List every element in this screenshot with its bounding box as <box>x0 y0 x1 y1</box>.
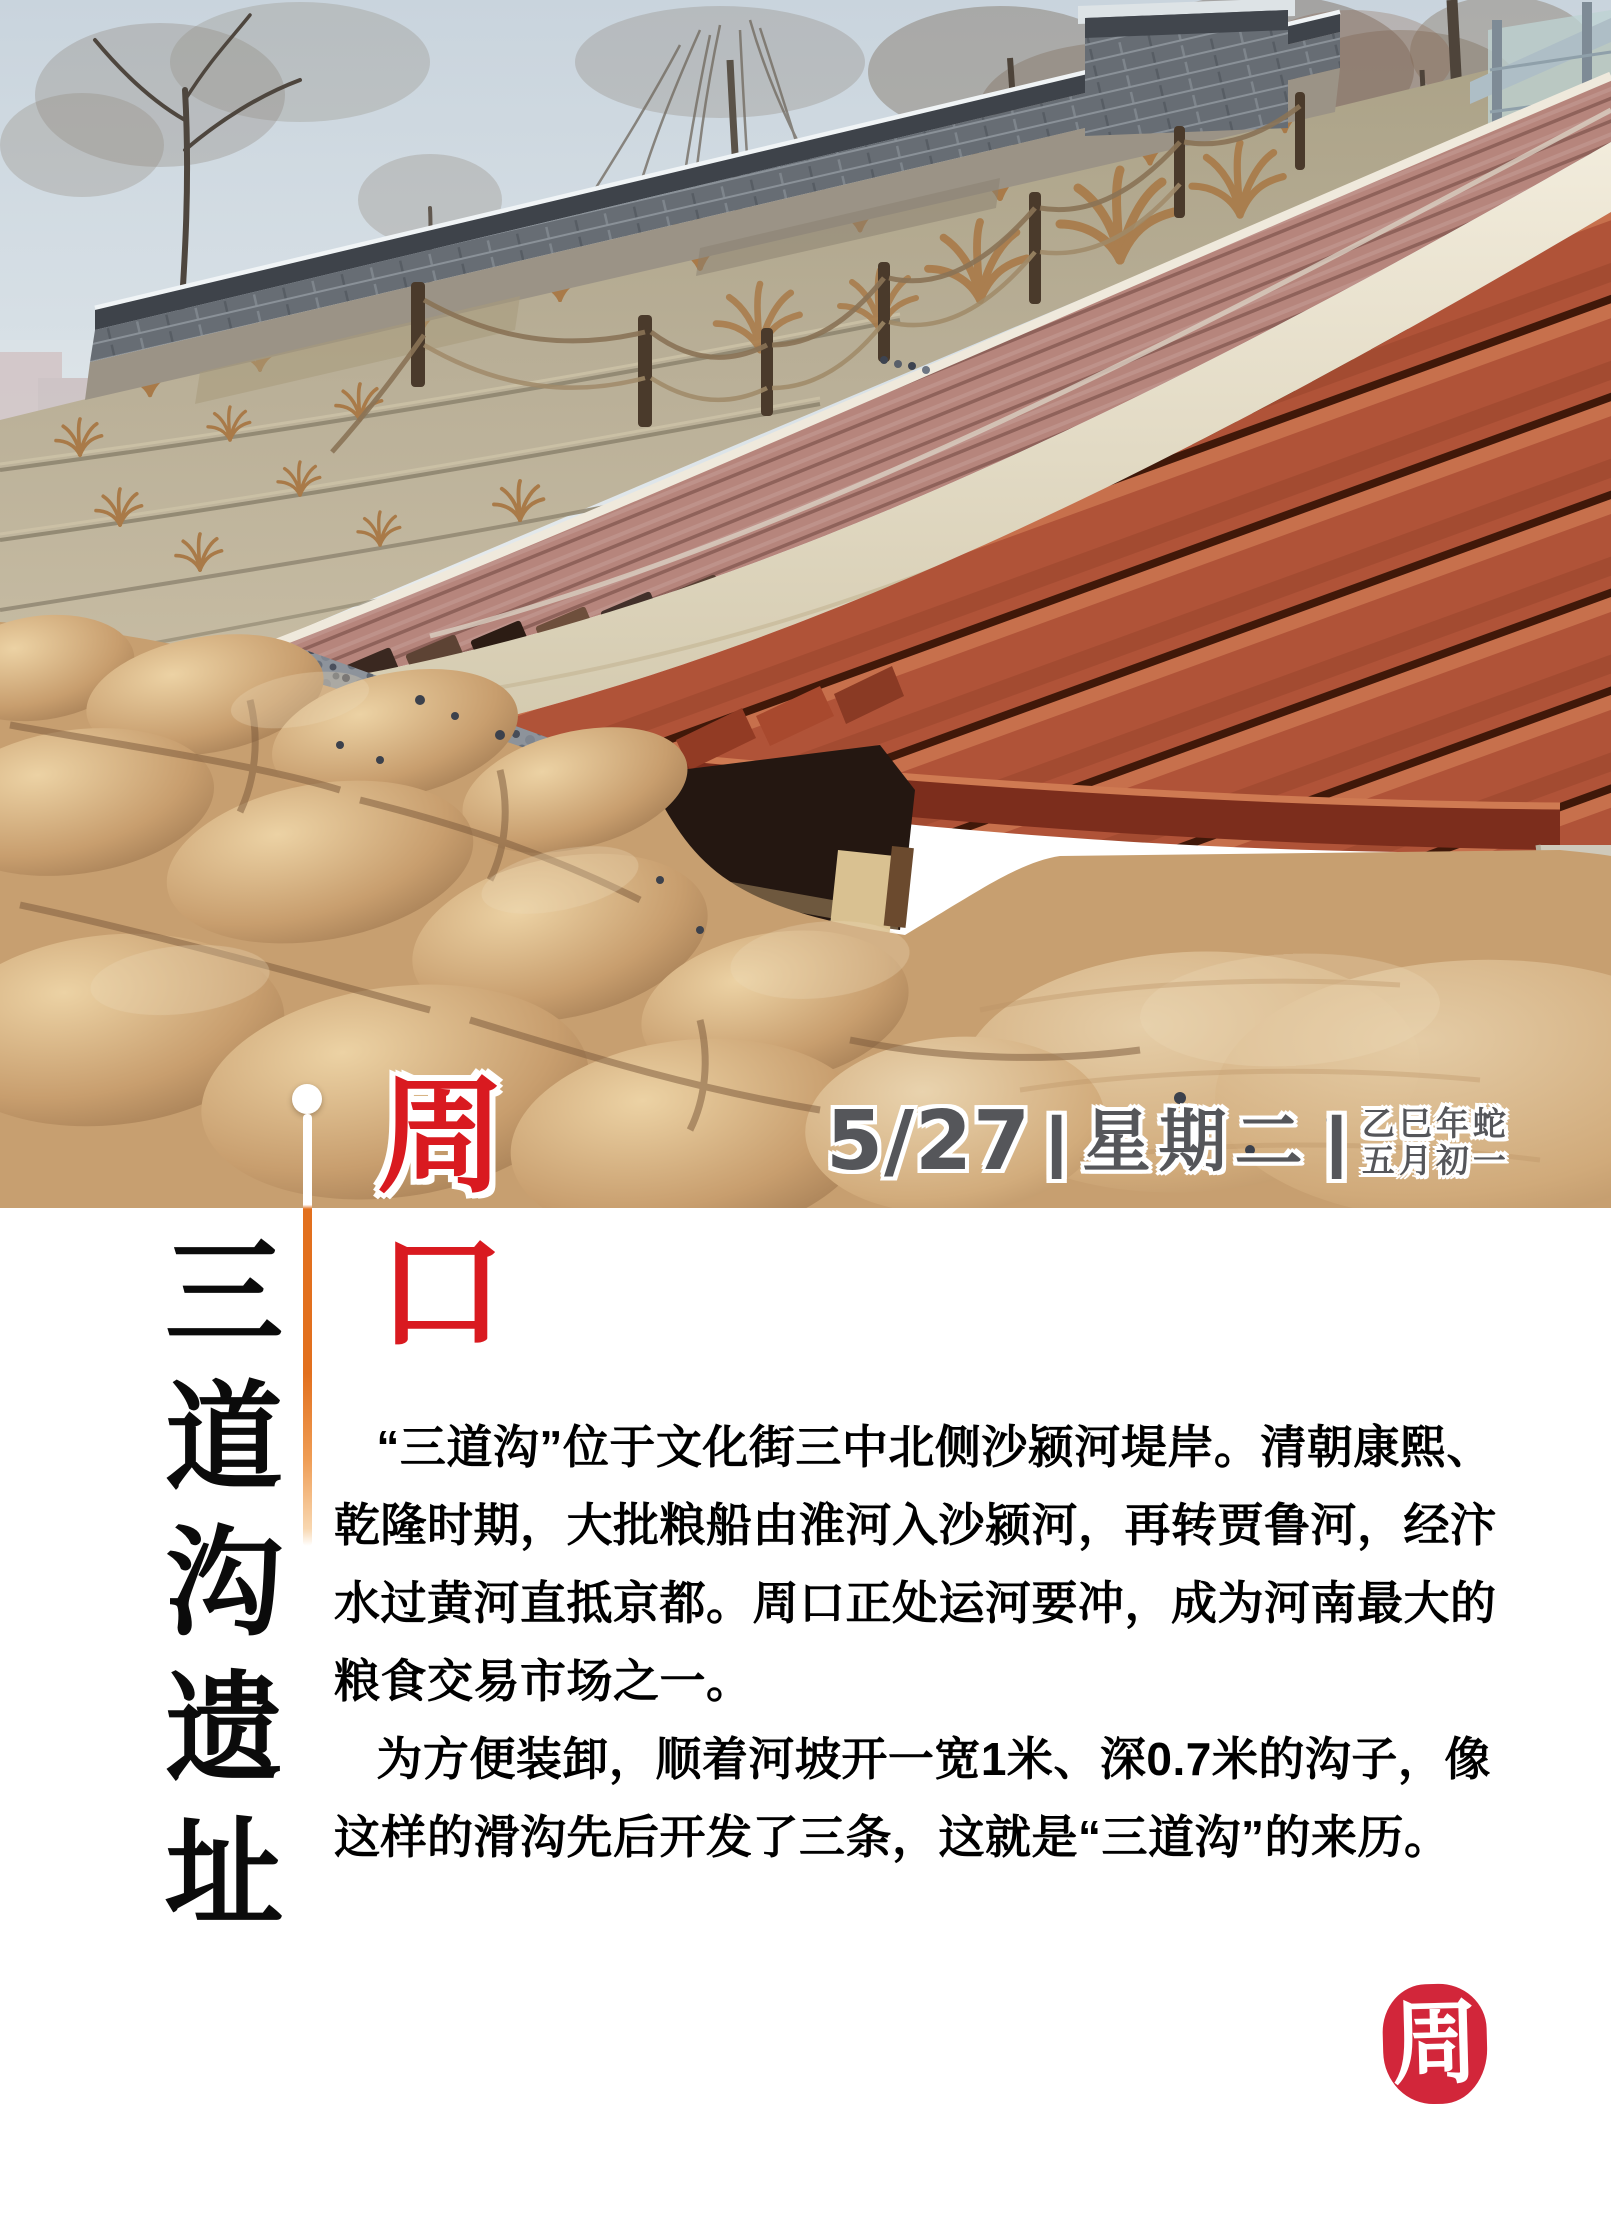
paragraph-2: 为方便装卸，顺着河坡开一宽1米、深0.7米的沟子，像这样的滑沟先后开发了三条，这就是“三道沟”的来历。 <box>334 1733 1491 1863</box>
timeline-dot <box>292 1084 322 1114</box>
lunar-year: 乙巳年蛇 <box>1361 1105 1510 1142</box>
page-title: 三道沟遗址 <box>147 1230 278 1956</box>
date-overlay <box>826 1094 1510 1189</box>
date-separator-2: | <box>1320 1106 1352 1180</box>
location-title: 周口 <box>358 1068 500 1381</box>
timeline-line <box>303 1114 312 1546</box>
article-body <box>334 1408 1502 1876</box>
red-seal <box>1381 1983 1488 2106</box>
paragraph-1: “三道沟”位于文化街三中北侧沙颍河堤岸。清朝康熙、乾隆时期，大批粮船由淮河入沙颍河，再转贾鲁河，经汴水过黄河直抵京都。周口正处运河要冲，成为河南最大的粮食交易市场之一。 <box>334 1421 1497 1707</box>
weekday-label: 星期二 <box>1082 1104 1311 1180</box>
date-number: 5/27 <box>826 1094 1032 1189</box>
seal-character: 周 <box>1390 1991 1480 2097</box>
lunar-date <box>1362 1105 1510 1186</box>
date-separator: | <box>1041 1106 1073 1180</box>
lunar-day: 五月初一 <box>1361 1142 1510 1179</box>
